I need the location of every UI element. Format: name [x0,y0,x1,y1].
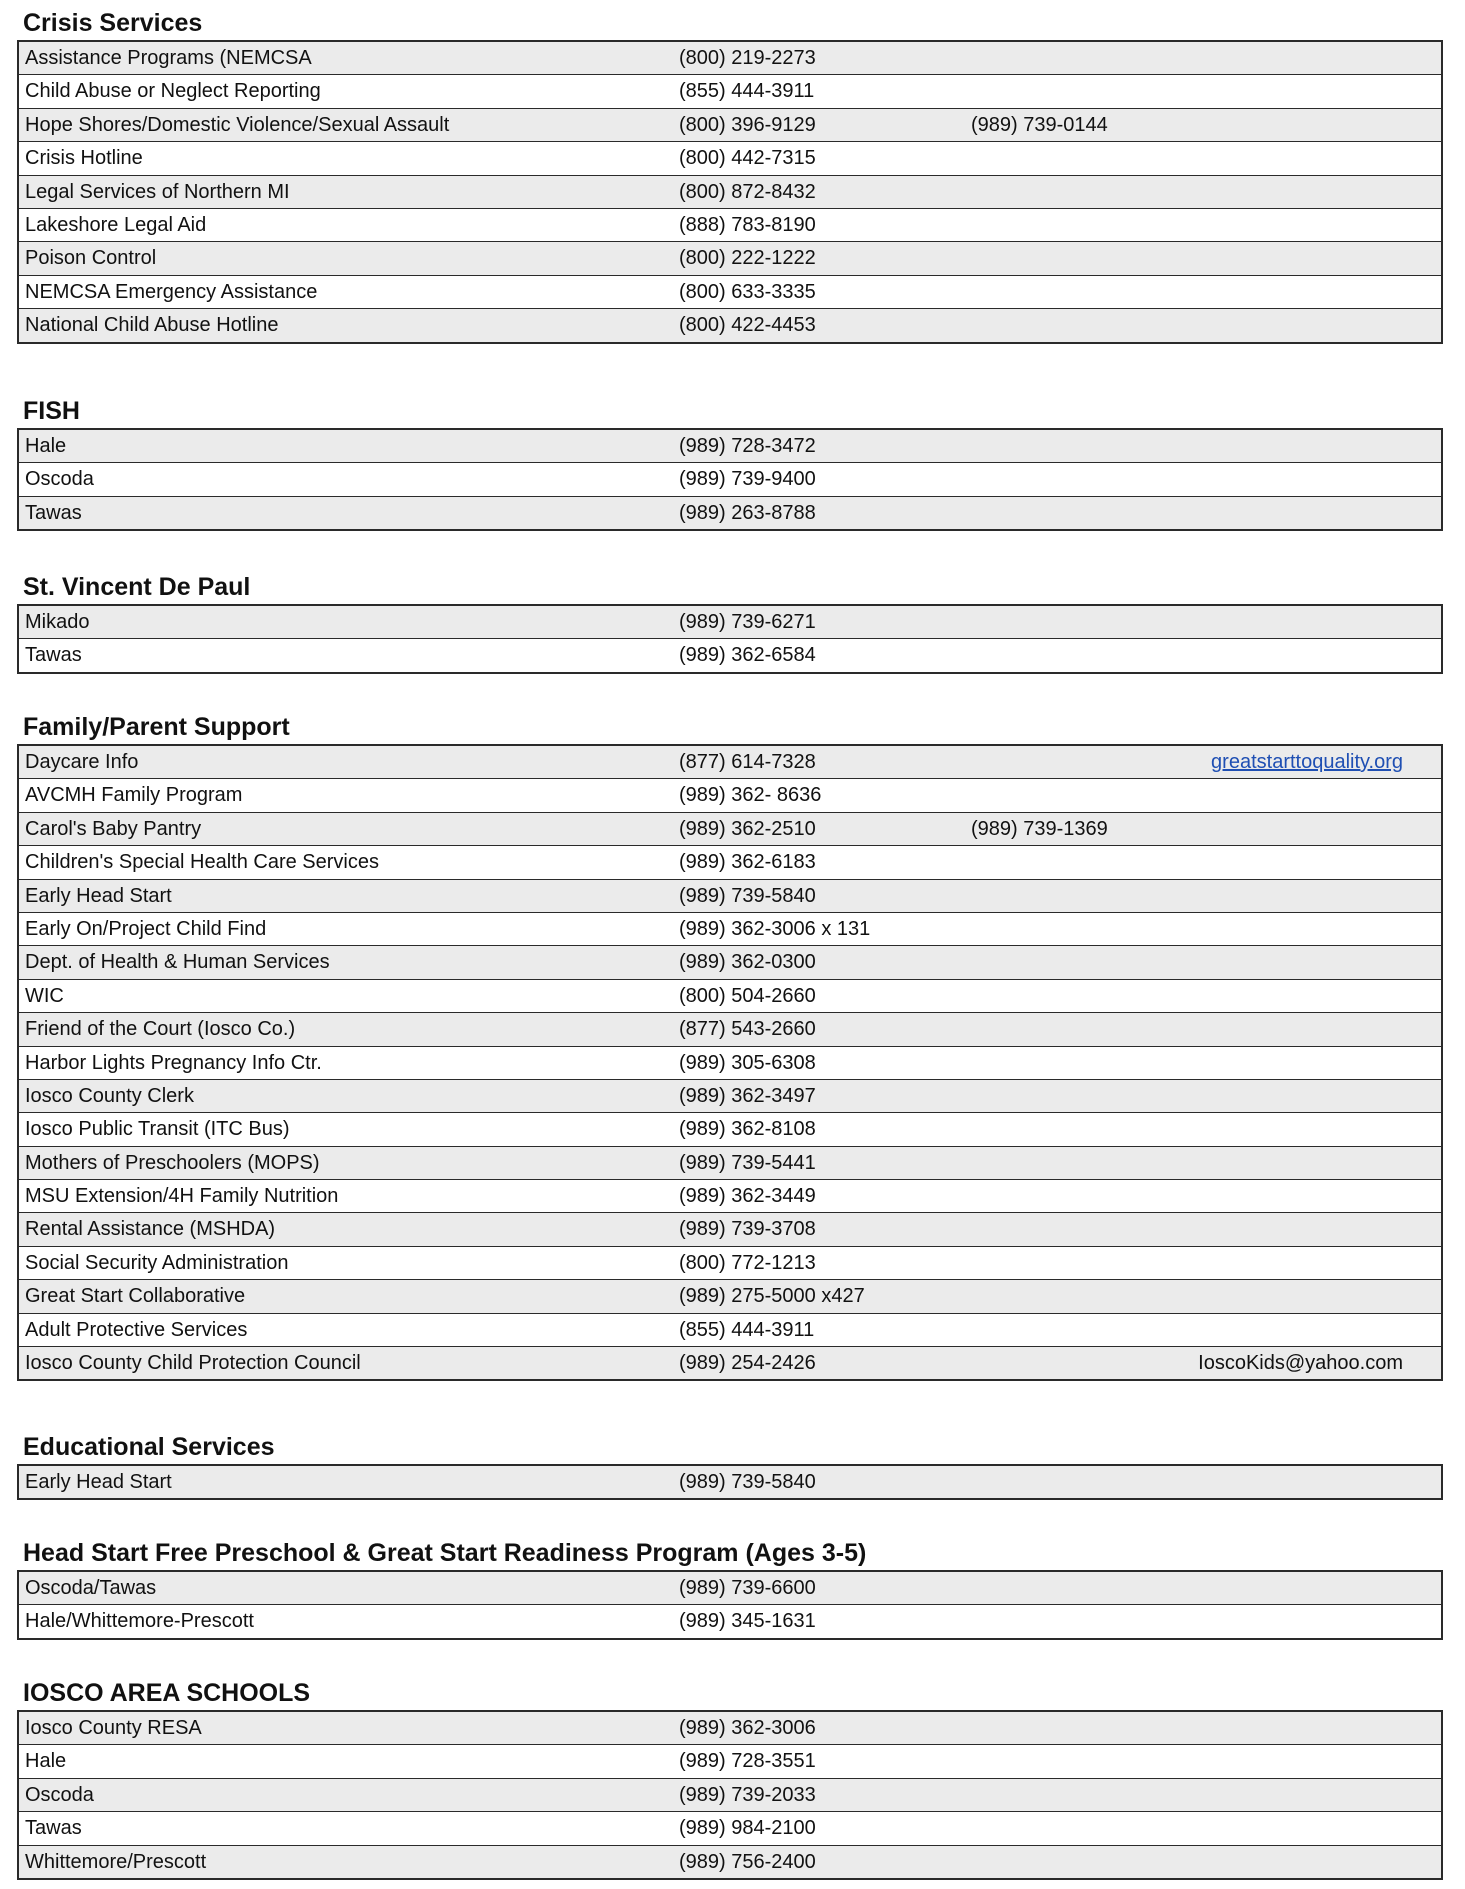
table-row [19,1280,1441,1313]
table-row [19,75,1441,108]
contact-name: Social Security Administration [25,1251,289,1274]
table-row [19,1147,1441,1180]
contact-table [17,1464,1443,1500]
table-row [19,1213,1441,1246]
phone-number: (800) 442-7315 [679,147,816,170]
phone-number: (989) 362-8108 [679,1118,816,1141]
contact-name: Poison Control [25,247,157,270]
table-row [19,1180,1441,1213]
contact-table [17,744,1443,1381]
table-row [19,606,1441,639]
contact-name: WIC [25,984,64,1007]
contact-name: Early Head Start [25,1471,172,1493]
phone-number: (888) 783-8190 [679,213,816,236]
phone-number: (989) 728-3472 [679,435,816,457]
phone-number: (855) 444-3911 [679,80,815,103]
contact-name: Tawas [25,1817,82,1840]
email-address: IoscoKids@yahoo.com [1198,1352,1403,1375]
table-row [19,1779,1441,1812]
table-row [19,142,1441,175]
contact-name: Rental Assistance (MSHDA) [25,1218,276,1241]
table-row [19,813,1441,846]
phone-number: (877) 614-7328 [679,751,816,773]
phone-number: (989) 739-3708 [679,1218,816,1241]
contact-table [17,604,1443,674]
table-row [19,209,1441,242]
phone-number: (800) 633-3335 [679,280,816,303]
phone-number: (989) 362-3449 [679,1185,816,1208]
contact-table [17,1710,1443,1880]
contact-table [17,1570,1443,1640]
section-family-parent-support [17,710,1443,1381]
table-row [19,980,1441,1013]
phone-number: (989) 739-5840 [679,1471,816,1493]
phone-number: (989) 362-3006 x 131 [679,917,871,940]
contact-name: Mothers of Preschoolers (MOPS) [25,1151,320,1174]
table-row [19,639,1441,672]
table-row [19,746,1441,779]
table-row [19,463,1441,496]
contact-name: Carol's Baby Pantry [25,817,202,840]
phone-number: (800) 396-9129 [679,113,816,136]
table-row [19,1605,1441,1638]
table-row [19,1013,1441,1046]
section-head-start-free-preschool-great-start-readiness-program-ages-3-5 [17,1536,1443,1640]
contact-name: Early On/Project Child Find [25,917,267,940]
table-row [19,1080,1441,1113]
contact-name: Mikado [25,611,90,633]
section-heading: St. Vincent De Paul [23,573,251,601]
table-row [19,846,1441,879]
section-educational-services [17,1430,1443,1500]
phone-number: (800) 872-8432 [679,180,816,203]
contact-name: MSU Extension/4H Family Nutrition [25,1185,339,1208]
phone-number: (989) 739-9400 [679,468,816,491]
phone-number: (989) 362-6584 [679,644,816,667]
contact-name: Tawas [25,644,82,667]
secondary-phone-number: (989) 739-1369 [971,817,1108,840]
phone-number: (800) 222-1222 [679,247,816,270]
section-iosco-area-schools [17,1676,1443,1880]
table-row [19,913,1441,946]
contact-name: Iosco County Child Protection Council [25,1352,361,1375]
phone-number: (989) 728-3551 [679,1750,816,1773]
contact-name: Adult Protective Services [25,1318,248,1341]
contact-table [17,40,1443,344]
phone-number: (989) 362-3006 [679,1717,816,1739]
section-heading: Crisis Services [23,9,203,37]
contact-name: Iosco Public Transit (ITC Bus) [25,1118,290,1141]
table-row [19,1247,1441,1280]
phone-number: (989) 362-2510 [679,817,816,840]
table-row [19,497,1441,530]
contact-name: Dept. of Health & Human Services [25,951,330,974]
contact-name: Child Abuse or Neglect Reporting [25,80,321,103]
table-row [19,880,1441,913]
table-row [19,109,1441,142]
contact-name: Crisis Hotline [25,147,143,170]
phone-number: (877) 543-2660 [679,1018,816,1041]
table-row [19,1846,1441,1879]
contact-name: Children's Special Health Care Services [25,851,379,874]
phone-number: (989) 362-0300 [679,951,816,974]
contact-name: Hale [25,1750,67,1773]
contact-name: Oscoda/Tawas [25,1577,157,1599]
contact-name: Iosco County Clerk [25,1084,194,1107]
section-heading: IOSCO AREA SCHOOLS [23,1679,311,1707]
table-row [19,1314,1441,1347]
phone-number: (800) 772-1213 [679,1251,816,1274]
table-row [19,309,1441,342]
contact-name: National Child Abuse Hotline [25,314,279,337]
section-heading: Family/Parent Support [23,713,290,741]
table-row [19,1113,1441,1146]
secondary-phone-number: (989) 739-0144 [971,113,1108,136]
table-row [19,779,1441,812]
contact-name: Harbor Lights Pregnancy Info Ctr. [25,1051,322,1074]
contact-name: Lakeshore Legal Aid [25,213,207,236]
section-crisis-services [17,6,1443,344]
section-st-vincent-de-paul [17,570,1443,674]
table-row [19,42,1441,75]
phone-number: (989) 362- 8636 [679,784,822,807]
table-row [19,1466,1441,1499]
contact-name: Oscoda [25,468,94,491]
contact-name: Iosco County RESA [25,1717,202,1739]
contact-name: Hale [25,435,67,457]
contact-name: Hale/Whittemore-Prescott [25,1610,254,1633]
section-heading: Educational Services [23,1433,275,1461]
contact-name: Assistance Programs (NEMCSA [25,47,312,69]
phone-number: (989) 984-2100 [679,1817,816,1840]
contact-name: AVCMH Family Program [25,784,243,807]
phone-number: (800) 504-2660 [679,984,816,1007]
phone-number: (800) 422-4453 [679,314,816,337]
contact-name: Tawas [25,501,82,524]
contact-name: Great Start Collaborative [25,1285,246,1308]
contact-name: Oscoda [25,1783,94,1806]
table-row [19,1572,1441,1605]
phone-number: (989) 739-5441 [679,1151,816,1174]
contact-table [17,428,1443,531]
phone-number: (989) 756-2400 [679,1850,816,1873]
table-row [19,1745,1441,1778]
section-fish [17,394,1443,531]
contact-name: NEMCSA Emergency Assistance [25,280,318,303]
contact-name: Early Head Start [25,884,172,907]
website-link[interactable]: greatstarttoquality.org [1211,751,1403,773]
phone-number: (989) 362-3497 [679,1084,816,1107]
contact-name: Daycare Info [25,751,139,773]
phone-number: (989) 739-6600 [679,1577,816,1599]
phone-number: (989) 739-6271 [679,611,816,633]
table-row [19,1047,1441,1080]
contact-name: Hope Shores/Domestic Violence/Sexual Assault [25,113,450,136]
section-heading: FISH [23,397,80,425]
phone-number: (989) 254-2426 [679,1352,816,1375]
phone-number: (989) 362-6183 [679,851,816,874]
phone-number: (989) 345-1631 [679,1610,816,1633]
table-row [19,430,1441,463]
table-row [19,176,1441,209]
table-row [19,276,1441,309]
phone-number: (989) 275-5000 x427 [679,1285,865,1308]
phone-number: (989) 263-8788 [679,501,816,524]
table-row [19,946,1441,979]
contact-name: Friend of the Court (Iosco Co.) [25,1018,296,1041]
section-heading: Head Start Free Preschool & Great Start Readiness Program (Ages 3-5) [23,1539,867,1567]
phone-number: (989) 305-6308 [679,1051,816,1074]
contact-name: Legal Services of Northern MI [25,180,290,203]
table-row [19,242,1441,275]
phone-number: (800) 219-2273 [679,47,816,69]
phone-number: (989) 739-5840 [679,884,816,907]
table-row [19,1347,1441,1380]
phone-number: (855) 444-3911 [679,1318,815,1341]
table-row [19,1712,1441,1745]
phone-number: (989) 739-2033 [679,1783,816,1806]
contact-name: Whittemore/Prescott [25,1850,207,1873]
table-row [19,1812,1441,1845]
